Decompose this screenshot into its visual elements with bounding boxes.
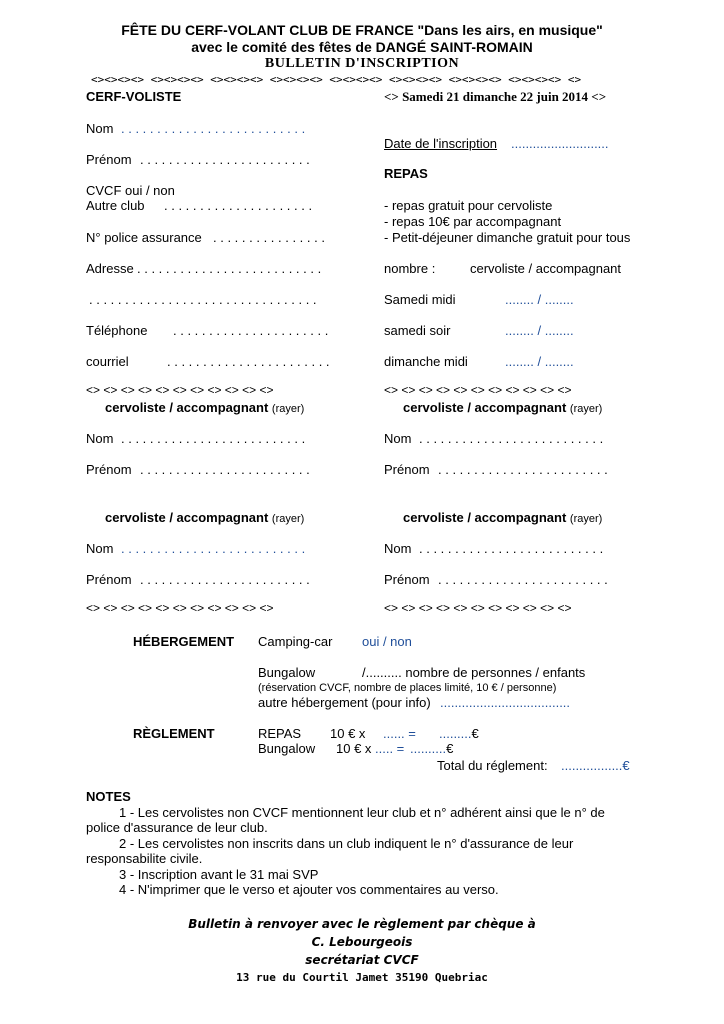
companion-title-2 bbox=[403, 400, 602, 415]
adresse-label: Adresse bbox=[86, 261, 134, 276]
police-label: N° police assurance bbox=[86, 230, 202, 245]
companion-nom-label: Nom bbox=[86, 431, 114, 446]
companion-type: cervoliste / accompagnant bbox=[403, 400, 567, 415]
telephone-label: Téléphone bbox=[86, 323, 148, 338]
reglement-bungalow-total[interactable] bbox=[410, 741, 453, 756]
reglement-repas-qty[interactable]: ...... = bbox=[383, 726, 416, 741]
repas-title: REPAS bbox=[384, 166, 428, 181]
companion-nom-label: Nom bbox=[384, 541, 412, 556]
note-2a: 2 - Les cervolistes non inscrits dans un club indiquent le n° d'assurance de leur bbox=[119, 836, 574, 851]
cerf-voliste-title: CERF-VOLISTE bbox=[86, 89, 182, 104]
meal-field-dimanche-midi[interactable]: ........ / ........ bbox=[505, 354, 574, 369]
repas-line-1: - repas gratuit pour cervoliste bbox=[384, 198, 553, 213]
police-field[interactable]: . . . . . . . . . . . . . . . . bbox=[213, 230, 325, 245]
note-3: 3 - Inscription avant le 31 mai SVP bbox=[119, 867, 319, 882]
companion-title-3 bbox=[105, 510, 304, 525]
separator-right: <> <> <> <> <> <> <> <> <> <> <> bbox=[384, 601, 572, 615]
rayer-note: (rayer) bbox=[271, 513, 305, 525]
companion-title-4 bbox=[403, 510, 602, 525]
event-date: <> Samedi 21 dimanche 22 juin 2014 <> bbox=[384, 89, 607, 104]
total-field[interactable]: .................€ bbox=[561, 758, 630, 773]
meal-field-samedi-soir[interactable]: ........ / ........ bbox=[505, 323, 574, 338]
date-inscription-label: Date de l'inscription bbox=[384, 136, 498, 151]
nombre-columns: cervoliste / accompagnant bbox=[470, 261, 622, 276]
header-ornament: <><><><> <><><><> <><><><> <><><><> <><><><> <><><><> <><><><> <><><><> <> bbox=[91, 73, 582, 86]
rayer-note: (rayer) bbox=[271, 403, 305, 415]
bungalow-label: Bungalow bbox=[258, 665, 316, 680]
total-label: Total du réglement: bbox=[437, 758, 548, 773]
telephone-field[interactable]: . . . . . . . . . . . . . . . . . . . . . . bbox=[173, 323, 329, 338]
adresse-field[interactable]: . . . . . . . . . . . . . . . . . . . . . . . . . . bbox=[137, 261, 322, 276]
companion-type: cervoliste / accompagnant bbox=[403, 510, 567, 525]
companion-nom-field[interactable]: . . . . . . . . . . . . . . . . . . . . . . . . . . bbox=[419, 541, 604, 556]
bungalow-field[interactable]: /.......... nombre de personnes / enfants bbox=[362, 665, 586, 680]
footer-line-1: Bulletin à renvoyer avec le règlement par chèque à bbox=[188, 917, 536, 931]
separator-left: <> <> <> <> <> <> <> <> <> <> <> bbox=[86, 601, 274, 615]
companion-prenom-field[interactable]: . . . . . . . . . . . . . . . . . . . . . . . . bbox=[140, 462, 310, 477]
cvcf-choice[interactable]: CVCF oui / non bbox=[86, 183, 175, 198]
autre-hebergement-label: autre hébergement (pour info) bbox=[258, 695, 431, 710]
rayer-note: (rayer) bbox=[569, 513, 603, 525]
header-subtitle: avec le comité des fêtes de DANGÉ SAINT-ROMAIN bbox=[191, 39, 533, 55]
companion-prenom-field[interactable]: . . . . . . . . . . . . . . . . . . . . . . . . bbox=[438, 462, 608, 477]
courriel-field[interactable]: . . . . . . . . . . . . . . . . . . . . . . . bbox=[167, 354, 330, 369]
nom-label: Nom bbox=[86, 121, 114, 136]
note-2b: responsabilite civile. bbox=[86, 851, 203, 866]
companion-prenom-label: Prénom bbox=[384, 462, 430, 477]
companion-nom-field[interactable]: . . . . . . . . . . . . . . . . . . . . . . . . . . bbox=[121, 431, 306, 446]
amount-dots: ......... bbox=[439, 726, 472, 741]
nombre-label: nombre : bbox=[384, 261, 436, 276]
companion-title-1 bbox=[105, 400, 304, 415]
meal-label-dimanche-midi: dimanche midi bbox=[384, 354, 468, 369]
note-1a: 1 - Les cervolistes non CVCF mentionnent leur club et n° adhérent ainsi que le n° de bbox=[119, 805, 605, 820]
separator-right: <> <> <> <> <> <> <> <> <> <> <> bbox=[384, 383, 572, 397]
date-inscription-field[interactable]: ........................... bbox=[511, 136, 609, 151]
footer-line-2: C. Lebourgeois bbox=[311, 935, 413, 949]
repas-line-3: - Petit-déjeuner dimanche gratuit pour tous bbox=[384, 230, 631, 245]
nom-field[interactable]: . . . . . . . . . . . . . . . . . . . . . . . . . . bbox=[121, 121, 306, 136]
reglement-repas-label: REPAS bbox=[258, 726, 302, 741]
rayer-note: (rayer) bbox=[569, 403, 603, 415]
reservation-note: (réservation CVCF, nombre de places limité, 10 € / personne) bbox=[258, 682, 557, 694]
courriel-label: courriel bbox=[86, 354, 129, 369]
reglement-title: RÈGLEMENT bbox=[133, 726, 215, 741]
autre-club-label: Autre club bbox=[86, 198, 145, 213]
header-title: FÊTE DU CERF-VOLANT CLUB DE FRANCE "Dans les airs, en musique" bbox=[121, 22, 603, 38]
reglement-bungalow-label: Bungalow bbox=[258, 741, 316, 756]
euro-sign: € bbox=[446, 741, 454, 756]
adresse-field-2[interactable]: . . . . . . . . . . . . . . . . . . . . . . . . . . . . . . . . bbox=[89, 292, 317, 307]
notes-title: NOTES bbox=[86, 789, 131, 804]
companion-prenom-label: Prénom bbox=[86, 462, 132, 477]
footer-line-3: secrétariat CVCF bbox=[305, 953, 419, 967]
camping-car-choice[interactable]: oui / non bbox=[362, 634, 412, 649]
camping-car-label: Camping-car bbox=[258, 634, 333, 649]
companion-nom-label: Nom bbox=[384, 431, 412, 446]
footer-address: 13 rue du Courtil Jamet 35190 Quebriac bbox=[236, 971, 488, 984]
reglement-bungalow-price: 10 € x bbox=[336, 741, 372, 756]
autre-club-field[interactable]: . . . . . . . . . . . . . . . . . . . . . bbox=[164, 198, 313, 213]
companion-nom-field[interactable]: . . . . . . . . . . . . . . . . . . . . . . . . . . bbox=[121, 541, 306, 556]
amount-dots: .......... bbox=[410, 741, 447, 756]
companion-nom-field[interactable]: . . . . . . . . . . . . . . . . . . . . . . . . . . bbox=[419, 431, 604, 446]
bulletin-title: BULLETIN D'INSCRIPTION bbox=[264, 56, 460, 71]
euro-sign: € bbox=[471, 726, 479, 741]
reglement-repas-price: 10 € x bbox=[330, 726, 366, 741]
companion-prenom-field[interactable]: . . . . . . . . . . . . . . . . . . . . . . . . bbox=[140, 572, 310, 587]
companion-type: cervoliste / accompagnant bbox=[105, 400, 269, 415]
meal-label-samedi-soir: samedi soir bbox=[384, 323, 451, 338]
reglement-bungalow-qty[interactable]: ..... = bbox=[375, 741, 405, 756]
companion-nom-label: Nom bbox=[86, 541, 114, 556]
meal-field-samedi-midi[interactable]: ........ / ........ bbox=[505, 292, 574, 307]
separator-left: <> <> <> <> <> <> <> <> <> <> <> bbox=[86, 383, 274, 397]
companion-prenom-label: Prénom bbox=[384, 572, 430, 587]
companion-prenom-field[interactable]: . . . . . . . . . . . . . . . . . . . . . . . . bbox=[438, 572, 608, 587]
reglement-repas-total[interactable] bbox=[439, 726, 479, 741]
prenom-label: Prénom bbox=[86, 152, 132, 167]
companion-type: cervoliste / accompagnant bbox=[105, 510, 269, 525]
meal-label-samedi-midi: Samedi midi bbox=[384, 292, 456, 307]
note-4: 4 - N'imprimer que le verso et ajouter vos commentaires au verso. bbox=[119, 882, 499, 897]
prenom-field[interactable]: . . . . . . . . . . . . . . . . . . . . . . . . bbox=[140, 152, 310, 167]
repas-line-2: - repas 10€ par accompagnant bbox=[384, 214, 562, 229]
hebergement-title: HÉBERGEMENT bbox=[133, 634, 235, 649]
companion-prenom-label: Prénom bbox=[86, 572, 132, 587]
autre-hebergement-field[interactable]: .................................... bbox=[440, 695, 571, 710]
note-1b: police d'assurance de leur club. bbox=[86, 820, 268, 835]
